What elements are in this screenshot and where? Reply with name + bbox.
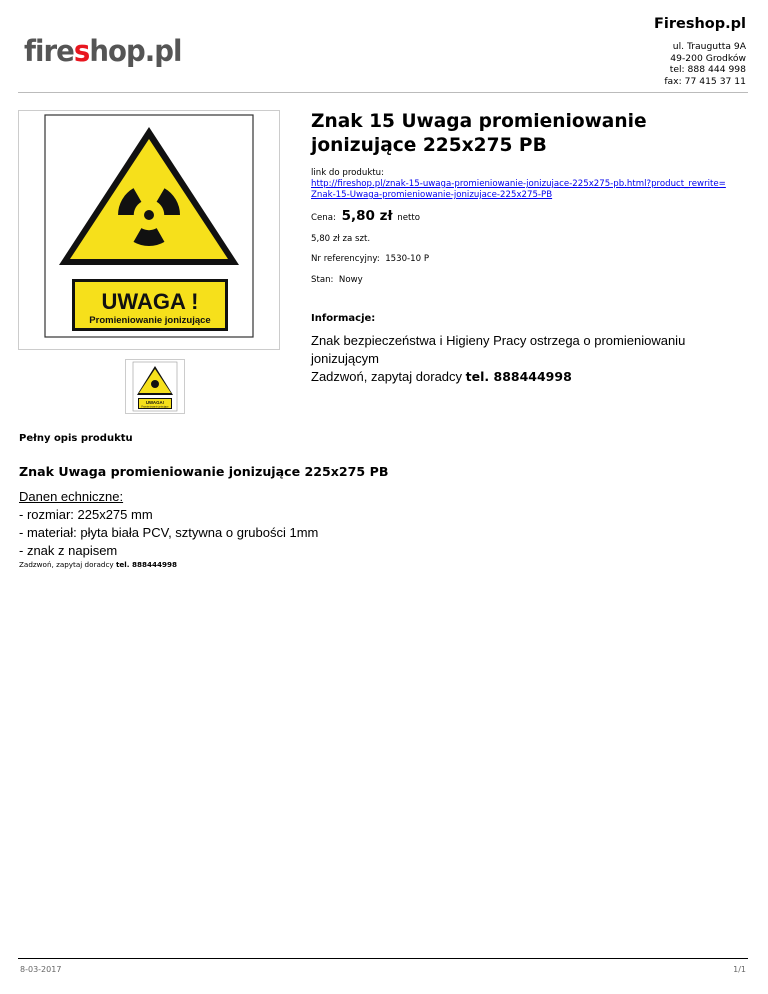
price-row [311,208,420,224]
reference-label: Nr referencyjny: [311,254,380,264]
footer-page-number: 1/1 [733,965,746,974]
unit-price: 5,80 zł za szt. [311,234,371,244]
reference-row [311,254,429,264]
product-image[interactable] [18,110,280,350]
thumbnail-radiation-icon [151,380,159,388]
spec-item: - materiał: płyta biała PCV, sztywna o grubości 1mm [19,525,319,540]
sign-caption: Promieniowanie jonizujące [89,315,211,326]
shop-address [664,41,746,87]
logo-text-prefix: fire [24,34,74,68]
thumbnail-caption: Promieniowanie jonizujące [141,406,169,409]
full-description-heading: Pełny opis produktu [19,433,133,444]
info-call-row [311,368,751,386]
header-divider [18,92,748,93]
sign-headline: UWAGA ! [101,289,199,314]
product-title: Znak 15 Uwaga promieniowanie jonizujące 225x275 PB [311,111,647,156]
address-phone: tel: 888 444 998 [669,64,746,75]
footer-divider [18,958,748,959]
spec-item: - rozmiar: 225x275 mm [19,507,153,522]
price-value: 5,80 zł [341,208,393,224]
description-call-phone: tel. 888444998 [115,560,177,569]
product-link-label: link do produktu: [311,168,385,178]
price-label: Cena: [311,213,336,223]
info-text: Znak bezpieczeństwa i Higieny Pracy ostrzega o promieniowaniu jonizującym [311,333,686,366]
product-link-url-1[interactable]: http://fireshop.pl/znak-15-uwaga-promieniowanie-jonizujace-225x275-pb.html?product_rewrite= [311,179,726,189]
condition-label: Stan: [311,275,334,285]
address-city: 49-200 Grodków [670,52,746,64]
description-call-text: Zadzwoń, zapytaj doradcy [19,560,114,569]
footer-date: 8-03-2017 [20,965,62,974]
info-call-text: Zadzwoń, zapytaj doradcy [311,369,463,384]
spec-list [19,488,318,560]
condition-value: Nowy [338,275,363,285]
reference-value: 1530-10 P [385,254,430,264]
price-suffix: netto [397,213,420,223]
address-fax: fax: 77 415 37 11 [664,75,746,87]
thumbnail-headline: UWAGA! [145,400,165,405]
shop-name: Fireshop.pl [653,16,746,32]
description-product-heading: Znak Uwaga promieniowanie jonizujące 225x275 PB [19,464,389,479]
spec-title: Danen echniczne: [19,489,124,504]
product-link-block [311,168,751,201]
radiation-sign-image [19,111,279,349]
logo-text-suffix: hop.pl [89,34,182,68]
info-text-block [311,332,751,386]
spec-item: - znak z napisem [19,543,118,558]
thumbnail-sign-image [126,360,184,413]
description-call-row [19,560,177,569]
fireshop-logo[interactable] [24,34,182,68]
condition-row [311,275,363,285]
info-heading: Informacje: [311,313,376,324]
product-link-url-2[interactable]: Znak-15-Uwaga-promieniowanie-jonizujace-225x275-PB [311,190,553,200]
address-street: ul. Traugutta 9A [672,41,746,52]
product-thumbnail[interactable] [125,359,185,414]
logo-text-middle: s [73,34,90,68]
info-call-phone: tel. 888444998 [465,369,572,384]
